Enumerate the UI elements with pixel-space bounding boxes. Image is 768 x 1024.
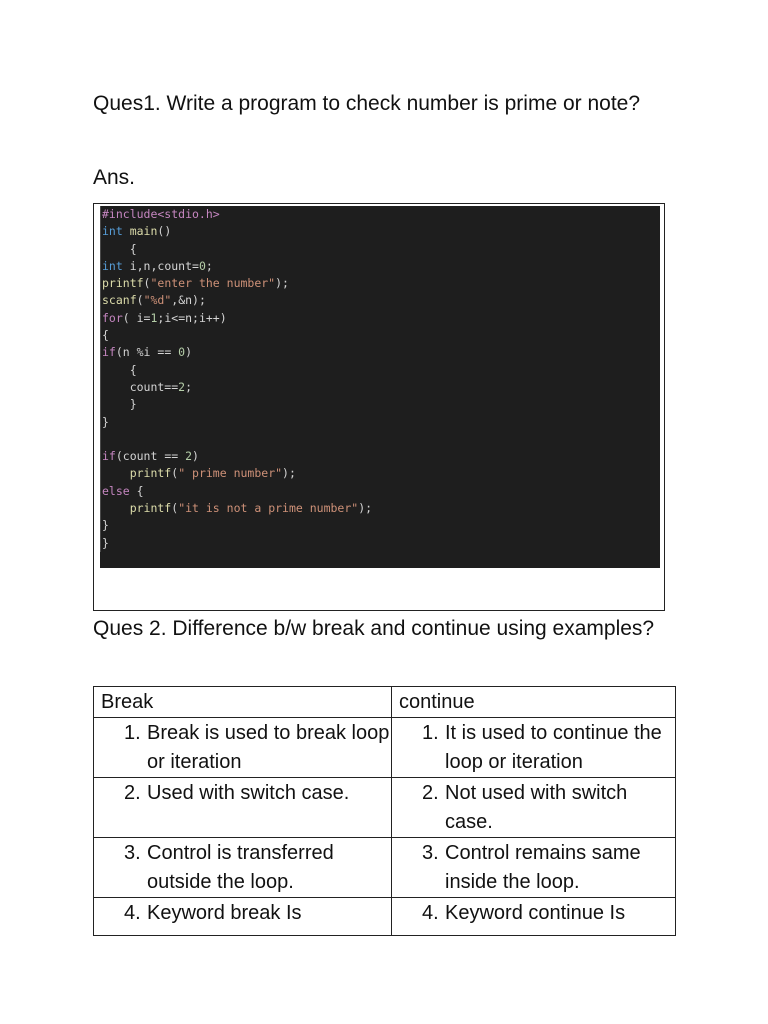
code-token: count== xyxy=(102,379,179,394)
code-token: } xyxy=(102,535,109,550)
code-token: " prime number" xyxy=(178,466,283,481)
code-line xyxy=(100,483,372,500)
table-cell xyxy=(392,838,676,898)
code-token: ); xyxy=(275,276,289,291)
code-token: "%d" xyxy=(143,293,172,308)
code-token: if xyxy=(102,345,116,360)
list-number: 4. xyxy=(422,902,439,924)
code-token: ) xyxy=(185,345,193,360)
code-token: ( xyxy=(171,466,179,481)
table-cell xyxy=(94,778,392,838)
question-2-text: Ques 2. Difference b/w break and continue using examples? xyxy=(93,617,655,640)
table-cell xyxy=(392,778,676,838)
table-cell xyxy=(94,898,392,936)
code-token: (count == xyxy=(115,449,186,464)
cell-text: Not used with switch case. xyxy=(445,782,628,833)
code-token: ( i= xyxy=(122,310,151,325)
list-number: 1. xyxy=(422,722,439,744)
code-line xyxy=(100,396,372,413)
code-token: printf xyxy=(102,276,144,291)
code-token: main xyxy=(122,224,158,239)
code-token: scanf xyxy=(102,293,137,308)
cell-text: Control remains same inside the loop. xyxy=(445,842,641,893)
code-token: 2 xyxy=(185,449,193,464)
code-token: { xyxy=(129,483,144,498)
code-lines xyxy=(100,206,372,552)
code-token: (n %i == xyxy=(115,345,179,360)
table-row xyxy=(94,778,676,838)
code-token: int xyxy=(102,258,123,273)
code-token: printf xyxy=(102,501,172,516)
table-row xyxy=(94,838,676,898)
table-header-row xyxy=(94,687,676,718)
list-number: 1. xyxy=(124,722,141,744)
code-line xyxy=(100,223,372,240)
cell-text: Keyword break Is xyxy=(147,902,302,924)
code-token: 1 xyxy=(150,310,158,325)
header-continue: continue xyxy=(392,687,676,718)
code-token: } xyxy=(102,397,137,412)
code-line xyxy=(100,379,372,396)
code-line xyxy=(100,275,372,292)
code-token: int xyxy=(102,224,123,239)
code-line xyxy=(100,362,372,379)
code-line xyxy=(100,327,372,344)
table-row xyxy=(94,718,676,778)
cell-text: Control is transferred outside the loop. xyxy=(147,842,334,893)
code-token: if xyxy=(102,449,116,464)
table-cell xyxy=(392,718,676,778)
code-line xyxy=(100,431,372,448)
code-token: } xyxy=(102,414,109,429)
code-token: ,&n); xyxy=(171,293,206,308)
code-token: ( xyxy=(171,501,179,516)
code-token: { xyxy=(102,328,109,343)
code-token: { xyxy=(102,362,137,377)
code-token: 2 xyxy=(178,379,186,394)
table-cell xyxy=(94,838,392,898)
list-number: 4. xyxy=(124,902,141,924)
code-token: ) xyxy=(192,449,199,464)
code-line xyxy=(100,414,372,431)
list-number: 3. xyxy=(422,842,439,864)
list-number: 2. xyxy=(124,782,141,804)
cell-text: It is used to continue the loop or iteration xyxy=(445,722,662,773)
code-token: ( xyxy=(136,293,144,308)
code-token: ; xyxy=(205,258,213,273)
code-line xyxy=(100,517,372,534)
code-token: ( xyxy=(143,276,151,291)
code-line xyxy=(100,241,372,258)
cell-text: Used with switch case. xyxy=(147,782,350,804)
code-token: printf xyxy=(102,466,172,481)
code-token: ; xyxy=(185,379,193,394)
code-line xyxy=(100,206,372,223)
header-break: Break xyxy=(94,687,392,718)
cell-text: Keyword continue Is xyxy=(445,902,626,924)
table-row xyxy=(94,898,676,936)
code-token: else xyxy=(102,483,130,498)
list-number: 2. xyxy=(422,782,439,804)
code-frame xyxy=(93,203,665,611)
code-token: ;i<=n;i++) xyxy=(157,310,227,325)
code-token: ); xyxy=(282,466,296,481)
table-cell xyxy=(94,718,392,778)
code-screenshot xyxy=(100,206,660,568)
code-line xyxy=(100,465,372,482)
code-token: 0 xyxy=(178,345,186,360)
table-cell xyxy=(392,898,676,936)
question-1-text: Ques1. Write a program to check number is prime or note? xyxy=(93,92,641,115)
code-token: 0 xyxy=(198,258,206,273)
code-token: "it is not a prime number" xyxy=(178,501,359,516)
code-token: { xyxy=(102,241,137,256)
code-line xyxy=(100,292,372,309)
code-line xyxy=(100,448,372,465)
code-token: for xyxy=(102,310,123,325)
code-line xyxy=(100,258,372,275)
code-line xyxy=(100,310,372,327)
list-number: 3. xyxy=(124,842,141,864)
cell-text: Break is used to break loop or iteration xyxy=(147,722,390,773)
code-token: () xyxy=(157,224,172,239)
answer-label: Ans. xyxy=(93,166,136,189)
code-token: } xyxy=(102,518,109,533)
comparison-table xyxy=(93,686,676,936)
code-line xyxy=(100,344,372,361)
code-line xyxy=(100,500,372,517)
code-token: ); xyxy=(358,501,373,516)
code-token: "enter the number" xyxy=(150,276,276,291)
code-line xyxy=(100,535,372,552)
code-token: #include<stdio.h> xyxy=(102,207,220,221)
code-token: i,n,count= xyxy=(122,258,199,273)
